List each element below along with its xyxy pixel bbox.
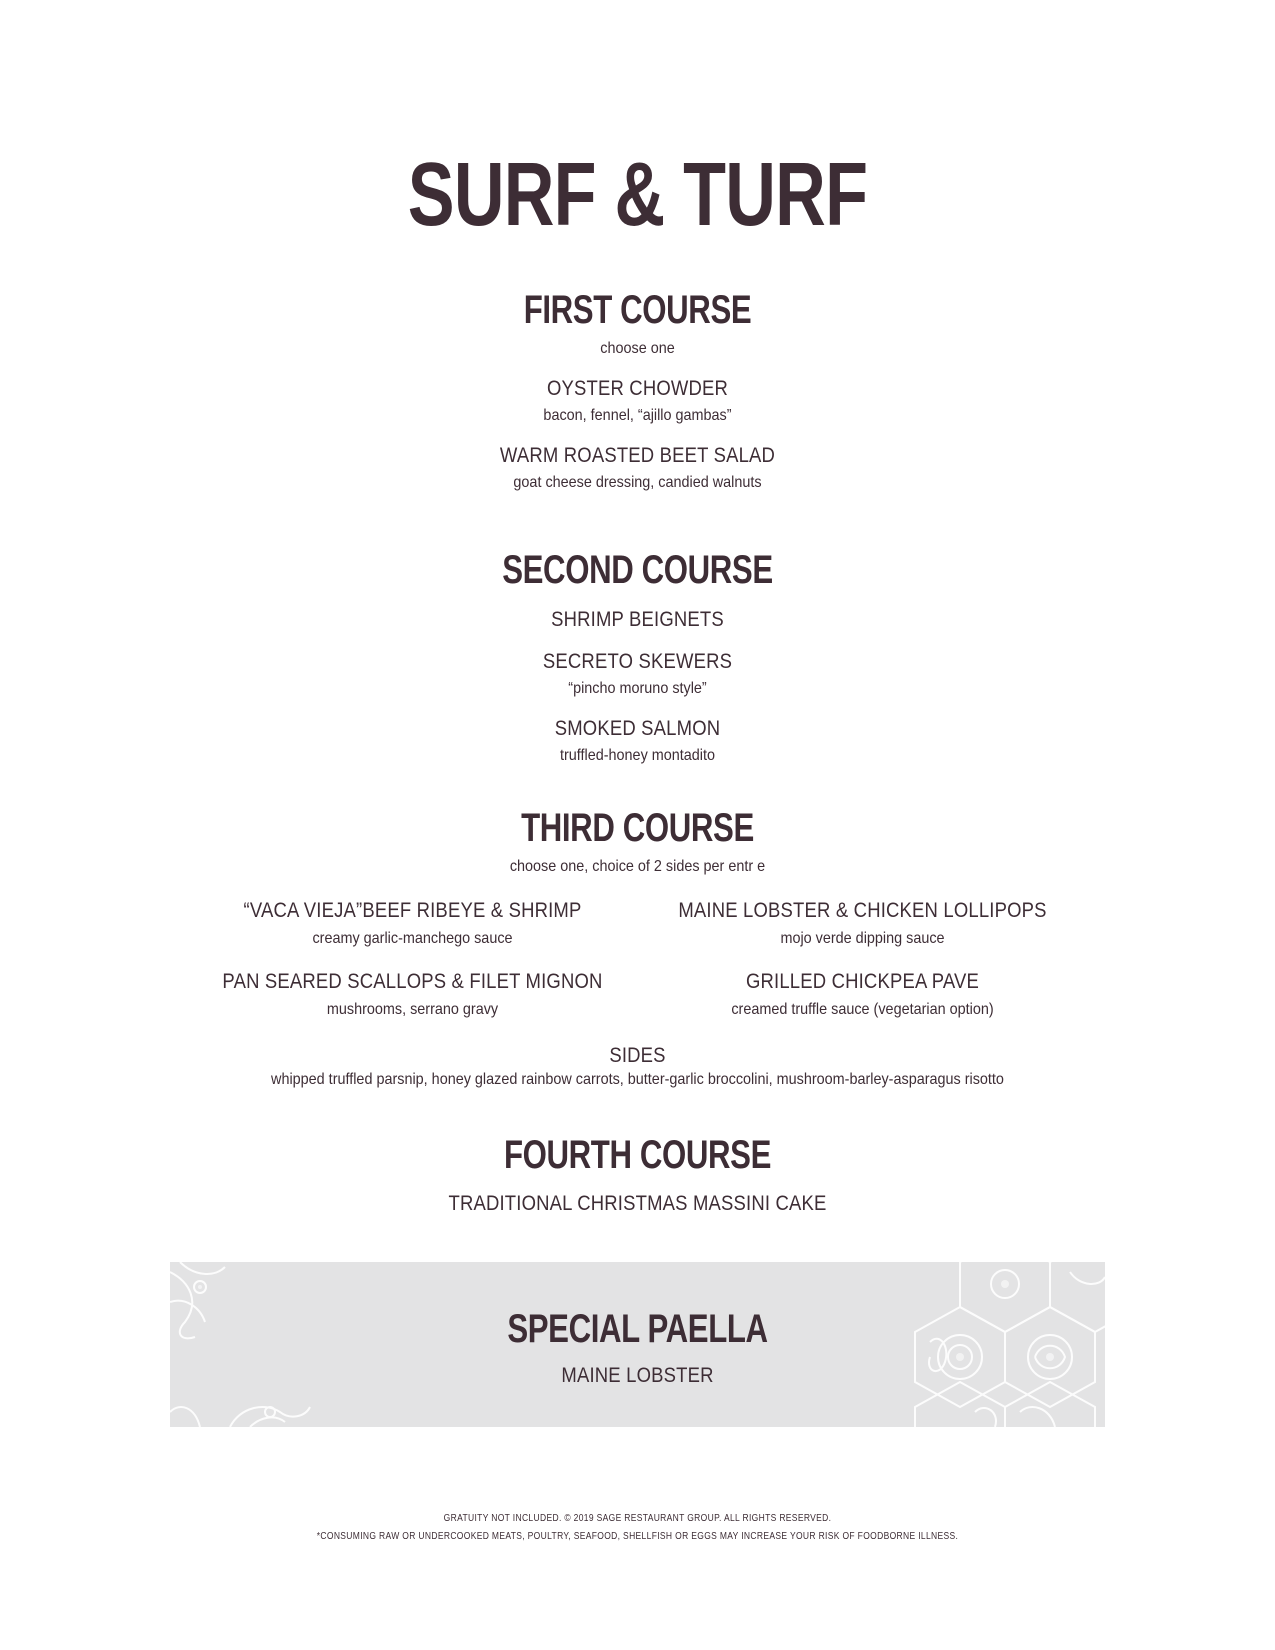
first-course-item-desc: bacon, fennel, “ajillo gambas” <box>543 407 732 424</box>
first-course-section <box>0 290 1275 491</box>
special-paella-content <box>170 1309 1105 1386</box>
third-course-entrees <box>190 900 1085 1038</box>
sides-section <box>0 1045 1275 1088</box>
sides-title: SIDES <box>609 1044 666 1067</box>
entree-name: GRILLED CHICKPEA PAVE <box>745 970 980 993</box>
second-course-item-name: SHRIMP BEIGNETS <box>551 608 724 631</box>
entree-desc: mojo verde dipping sauce <box>780 930 945 947</box>
entree-item <box>190 900 635 947</box>
second-course-item-desc: truffled-honey montadito <box>559 747 716 764</box>
entree-desc: mushrooms, serrano gravy <box>326 1001 499 1018</box>
first-course-title: FIRST COURSE <box>523 288 752 332</box>
menu-title: SURF & TURF <box>407 145 868 245</box>
first-course-item-desc: goat cheese dressing, candied walnuts <box>513 474 762 491</box>
third-course-note: choose one, choice of 2 sides per entr e <box>509 858 766 875</box>
second-course-item-name: SECRETO SKEWERS <box>542 650 733 673</box>
third-course-title: THIRD COURSE <box>521 806 754 850</box>
entree-item <box>640 971 1085 1018</box>
special-paella-title: SPECIAL PAELLA <box>507 1307 768 1351</box>
second-course-title: SECOND COURSE <box>502 548 773 592</box>
sides-list: whipped truffled parsnip, honey glazed rainbow carrots, butter-garlic broccolini, mushroom-barley-asparagus risotto <box>271 1071 1004 1088</box>
second-course-item-desc: “pincho moruno style” <box>568 680 707 697</box>
first-course-item-name: WARM ROASTED BEET SALAD <box>499 444 776 467</box>
entree-item <box>640 900 1085 947</box>
entree-desc: creamy garlic-manchego sauce <box>312 930 513 947</box>
third-course-section <box>0 808 1275 875</box>
third-course-left-column <box>190 900 635 1038</box>
footer-copyright: GRATUITY NOT INCLUDED. © 2019 SAGE RESTAURANT GROUP. ALL RIGHTS RESERVED. <box>443 1513 832 1524</box>
special-paella-item: MAINE LOBSTER <box>561 1364 714 1387</box>
entree-name: PAN SEARED SCALLOPS & FILET MIGNON <box>222 970 603 993</box>
entree-name: “VACA VIEJA”BEEF RIBEYE & SHRIMP <box>243 899 582 922</box>
first-course-item-name: OYSTER CHOWDER <box>546 377 729 400</box>
third-course-right-column <box>640 900 1085 1038</box>
fourth-course-section <box>0 1135 1275 1214</box>
second-course-section <box>0 550 1275 764</box>
entree-name: MAINE LOBSTER & CHICKEN LOLLIPOPS <box>678 899 1047 922</box>
second-course-item-name: SMOKED SALMON <box>554 717 721 740</box>
first-course-note: choose one <box>600 340 675 357</box>
entree-desc: creamed truffle sauce (vegetarian option) <box>731 1001 994 1018</box>
fourth-course-title: FOURTH COURSE <box>503 1133 772 1177</box>
fourth-course-item-name: TRADITIONAL CHRISTMAS MASSINI CAKE <box>448 1192 827 1215</box>
footer-disclaimer: *CONSUMING RAW OR UNDERCOOKED MEATS, POULTRY, SEAFOOD, SHELLFISH OR EGGS MAY INCREASE YOUR RISK OF FOODBORNE ILLNESS. <box>316 1531 959 1542</box>
entree-item <box>190 971 635 1018</box>
special-paella-band <box>170 1262 1105 1427</box>
